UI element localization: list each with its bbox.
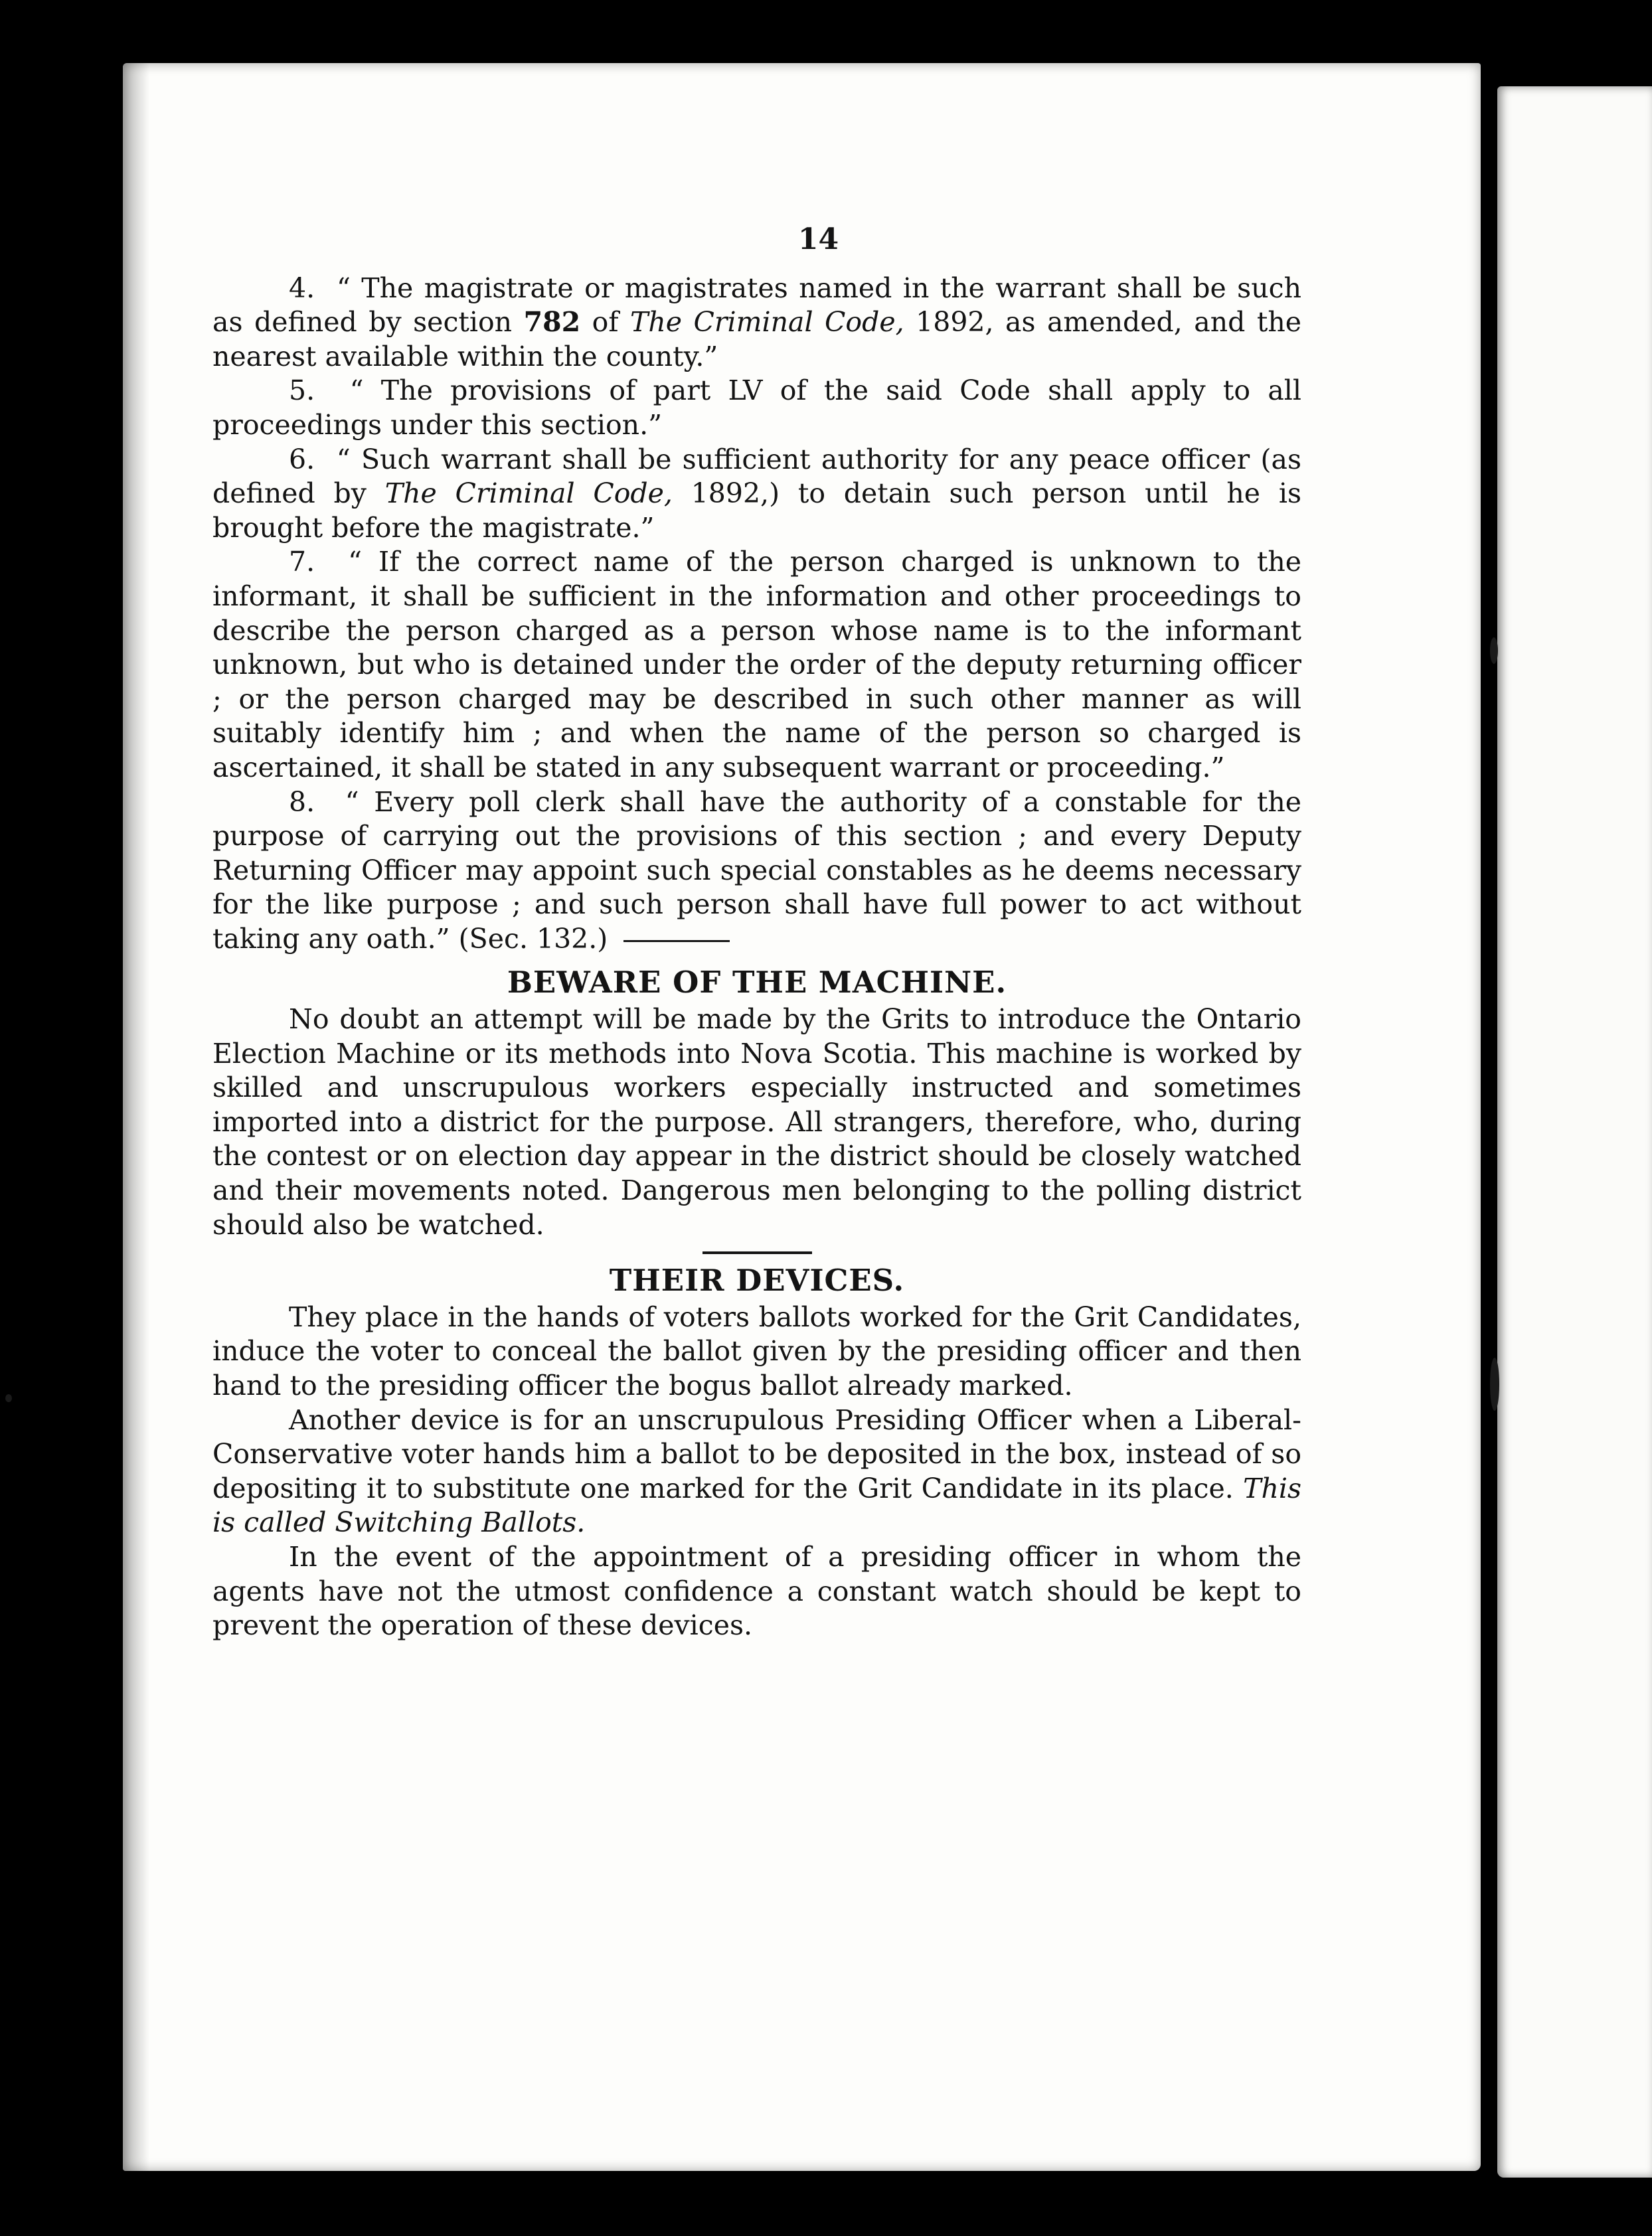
clause-text: “ The magistrate or magistrates named in the warrant shall be such as defined by section bbox=[212, 272, 1301, 339]
section-paragraph-7 bbox=[212, 545, 1301, 785]
machine-paragraph: No doubt an attempt will be made by the Grits to introduce the Ontario Election Machine or its methods into Nova Scotia. This machine is worked by skilled and unscrupulous workers especially instructed and sometimes imported into a district for the purpose. All strangers, therefore, who, during the contest or on election day appear in the district should be closely watched and their movements noted. Dangerous men belonging to the polling district should also be watched. bbox=[212, 1003, 1301, 1241]
clause-text: “ The provisions of part LV of the said Code shall apply to all proceedings under this section.” bbox=[212, 374, 1301, 441]
margin-speck bbox=[5, 1394, 12, 1402]
devices-paragraph-3: In the event of the appointment of a presiding officer in whom the agents have not the utmost confidence a constant watch should be kept to prevent the operation of these devices. bbox=[212, 1540, 1301, 1642]
heading-beware-machine: BEWARE OF THE MACHINE. bbox=[507, 965, 1007, 1000]
margin-speck bbox=[1490, 1358, 1499, 1411]
heading-divider-rule bbox=[702, 1251, 812, 1254]
section-divider-rule bbox=[623, 940, 730, 942]
page-gutter-shadow bbox=[123, 63, 149, 2171]
page-text bbox=[212, 222, 1301, 1643]
devices-paragraph-2-italic: This is called Switching Ballots. bbox=[212, 1472, 1301, 1539]
clause-text: “ Such warrant shall be sufficient authority for any peace officer (as defined by bbox=[212, 443, 1301, 510]
devices-paragraph-2-text: Another device is for an unscrupulous Presiding Officer when a Liberal-Conservative voter hands him a ballot to be deposited in the box, instead of so depositing it to substitute one marked for the Grit Candidate in its place. bbox=[212, 1403, 1301, 1504]
clause-section-number: 782 bbox=[523, 306, 581, 339]
clause-citation: The Criminal Code, bbox=[630, 306, 904, 339]
section-paragraph-6 bbox=[212, 443, 1301, 546]
clause-text: “ Every poll clerk shall have the authority of a constable for the purpose of carrying out the provisions of this section ; and every Deputy Returning Officer may appoint such special constables as he deems necessary for the like purpose ; and such person shall have full power to act without taking any oath.” (Sec. 132.) bbox=[212, 785, 1301, 955]
page-number: 14 bbox=[797, 222, 839, 256]
clause-text: of bbox=[580, 306, 631, 339]
clause-number: 5. bbox=[289, 374, 315, 407]
clause-number: 6. bbox=[289, 443, 315, 475]
clause-text: 1892, as amended, and the nearest available within the county.” bbox=[212, 306, 1301, 372]
clause-number: 7. bbox=[289, 546, 315, 578]
section-paragraph-8 bbox=[212, 785, 1301, 957]
clause-number: 8. bbox=[289, 785, 315, 818]
clause-number: 4. bbox=[289, 272, 315, 304]
section-paragraph-4 bbox=[212, 272, 1301, 374]
clause-text: “ If the correct name of the person charged is unknown to the informant, it shall be sufficient in the information and other proceedings to describe the person charged as a person whose name is to the informant unknown, but who is detained under the order of the deputy returning officer ; or the person charged may be described in such other manner as will suitably identify him ; and when the name of the person so charged is ascertained, it shall be stated in any subsequent warrant or proceeding.” bbox=[212, 546, 1301, 783]
margin-speck bbox=[1490, 637, 1498, 664]
devices-paragraph-2 bbox=[212, 1403, 1301, 1540]
section-paragraph-5 bbox=[212, 374, 1301, 442]
clause-text: 1892,) to detain such person until he is brought before the magistrate.” bbox=[212, 477, 1301, 544]
adjacent-page-edge bbox=[1497, 86, 1652, 2178]
clause-citation: The Criminal Code, bbox=[384, 477, 673, 510]
devices-paragraph-1: They place in the hands of voters ballots worked for the Grit Candidates, induce the voter to conceal the ballot given by the presiding officer and then hand to the presiding officer the bogus ballot already marked. bbox=[212, 1301, 1301, 1401]
heading-their-devices: THEIR DEVICES. bbox=[609, 1263, 905, 1299]
